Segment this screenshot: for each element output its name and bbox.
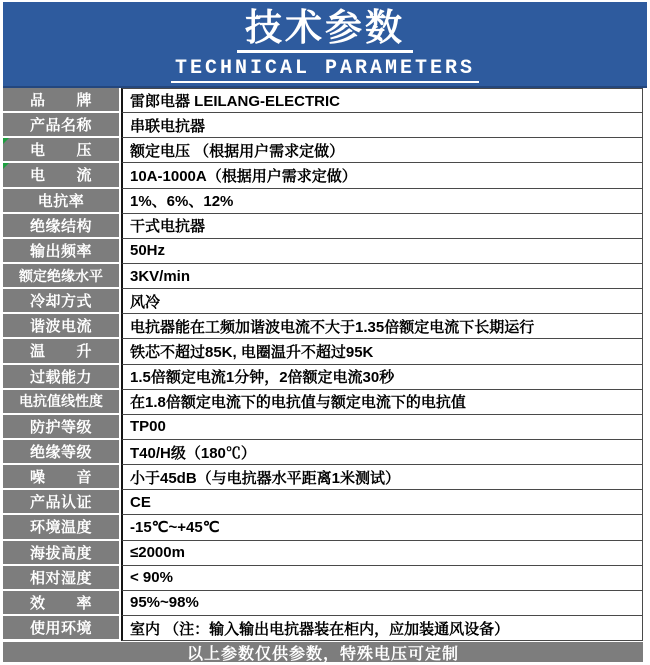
table-row bbox=[3, 189, 643, 214]
row-label: 电 流 bbox=[3, 163, 119, 186]
row-label: 产品认证 bbox=[3, 490, 119, 513]
cell-corner-marker-icon bbox=[3, 163, 9, 169]
row-value: 铁芯不超过85K, 电圈温升不超过95K bbox=[121, 339, 643, 364]
row-label: 防护等级 bbox=[3, 415, 119, 438]
row-value: 额定电压 （根据用户需求定做） bbox=[121, 138, 643, 163]
header-band bbox=[3, 2, 647, 88]
table-row bbox=[3, 515, 643, 540]
row-label: 温 升 bbox=[3, 339, 119, 362]
row-value: CE bbox=[121, 490, 643, 515]
row-value: 1%、6%、12% bbox=[121, 189, 643, 214]
table-row bbox=[3, 214, 643, 239]
table-row bbox=[3, 88, 643, 113]
row-label: 产品名称 bbox=[3, 113, 119, 136]
row-value: ≤2000m bbox=[121, 541, 643, 566]
footer-note: 以上参数仅供参数，特殊电压可定制 bbox=[3, 642, 643, 662]
row-value: 电抗器能在工频加谐波电流不大于1.35倍额定电流下长期运行 bbox=[121, 314, 643, 339]
table-row bbox=[3, 163, 643, 188]
row-value: 在1.8倍额定电流下的电抗值与额定电流下的电抗值 bbox=[121, 390, 643, 415]
row-label: 环境温度 bbox=[3, 515, 119, 538]
cell-corner-marker-icon bbox=[3, 138, 9, 144]
page-subtitle: TECHNICAL PARAMETERS bbox=[171, 56, 479, 83]
table-row bbox=[3, 440, 643, 465]
row-label: 噪 音 bbox=[3, 465, 119, 488]
table-row bbox=[3, 365, 643, 390]
parameters-table bbox=[3, 88, 643, 641]
row-label: 效 率 bbox=[3, 591, 119, 614]
row-value: 风冷 bbox=[121, 289, 643, 314]
row-label: 额定绝缘水平 bbox=[3, 264, 119, 287]
row-value: TP00 bbox=[121, 415, 643, 440]
table-row bbox=[3, 415, 643, 440]
row-label: 过载能力 bbox=[3, 365, 119, 388]
table-row bbox=[3, 138, 643, 163]
table-row bbox=[3, 264, 643, 289]
row-value: 小于45dB（与电抗器水平距离1米测试） bbox=[121, 465, 643, 490]
table-row bbox=[3, 390, 643, 415]
table-row bbox=[3, 339, 643, 364]
row-value: 50Hz bbox=[121, 239, 643, 264]
row-label: 相对湿度 bbox=[3, 566, 119, 589]
row-label: 绝缘结构 bbox=[3, 214, 119, 237]
row-label: 使用环境 bbox=[3, 616, 119, 639]
row-label: 品 牌 bbox=[3, 88, 119, 111]
row-label: 海拔高度 bbox=[3, 541, 119, 564]
table-row bbox=[3, 591, 643, 616]
table-row bbox=[3, 566, 643, 591]
row-label: 绝缘等级 bbox=[3, 440, 119, 463]
table-row bbox=[3, 314, 643, 339]
table-row bbox=[3, 490, 643, 515]
row-value: < 90% bbox=[121, 566, 643, 591]
table-row bbox=[3, 113, 643, 138]
row-value: T40/H级（180℃） bbox=[121, 440, 643, 465]
table-row bbox=[3, 465, 643, 490]
row-value: 3KV/min bbox=[121, 264, 643, 289]
row-label: 电抗值线性度 bbox=[3, 390, 119, 413]
page-title: 技术参数 bbox=[237, 6, 413, 53]
row-label: 电 压 bbox=[3, 138, 119, 161]
row-value: 1.5倍额定电流1分钟，2倍额定电流30秒 bbox=[121, 365, 643, 390]
row-label: 输出频率 bbox=[3, 239, 119, 262]
row-value: 串联电抗器 bbox=[121, 113, 643, 138]
row-label: 电抗率 bbox=[3, 189, 119, 212]
row-label: 冷却方式 bbox=[3, 289, 119, 312]
table-row bbox=[3, 616, 643, 641]
row-value: 干式电抗器 bbox=[121, 214, 643, 239]
table-row bbox=[3, 289, 643, 314]
table-row bbox=[3, 541, 643, 566]
row-value: 雷郎电器 LEILANG-ELECTRIC bbox=[121, 88, 643, 113]
row-value: 室内 （注：输入输出电抗器装在柜内，应加装通风设备） bbox=[121, 616, 643, 641]
row-value: -15℃~+45℃ bbox=[121, 515, 643, 540]
row-value: 95%~98% bbox=[121, 591, 643, 616]
row-label: 谐波电流 bbox=[3, 314, 119, 337]
row-value: 10A-1000A（根据用户需求定做） bbox=[121, 163, 643, 188]
table-row bbox=[3, 239, 643, 264]
